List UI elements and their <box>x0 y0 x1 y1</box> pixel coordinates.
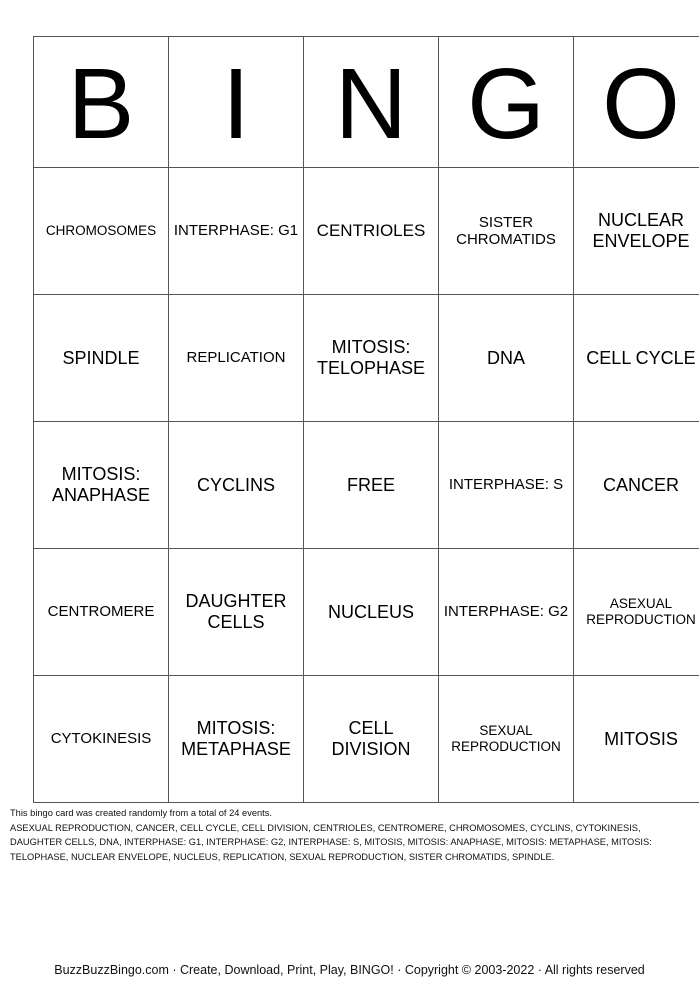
bingo-card <box>33 36 699 803</box>
bingo-cell: CENTRIOLES <box>304 168 439 295</box>
bingo-cell: CYTOKINESIS <box>34 676 169 803</box>
bingo-cell: NUCLEUS <box>304 549 439 676</box>
footer-copyright: BuzzBuzzBingo.com · Create, Download, Print, Play, BINGO! · Copyright © 2003-2022 · All rights reserved <box>54 963 645 977</box>
bingo-cell: NUCLEAR ENVELOPE <box>574 168 699 295</box>
bingo-cell: MITOSIS: ANAPHASE <box>34 422 169 549</box>
bingo-header-row <box>34 37 699 168</box>
bingo-cell: CYCLINS <box>169 422 304 549</box>
header-letter-o: O <box>574 37 699 168</box>
info-summary: This bingo card was created randomly from a total of 24 events. <box>10 808 272 818</box>
bingo-cell: SEXUAL REPRODUCTION <box>439 676 574 803</box>
bingo-cell: CELL CYCLE <box>574 295 699 422</box>
bingo-row <box>34 295 699 422</box>
bingo-row <box>34 549 699 676</box>
bingo-cell: ASEXUAL REPRODUCTION <box>574 549 699 676</box>
bingo-cell: CELL DIVISION <box>304 676 439 803</box>
bingo-cell: SISTER CHROMATIDS <box>439 168 574 295</box>
bingo-cell: CANCER <box>574 422 699 549</box>
header-letter-n: N <box>304 37 439 168</box>
bingo-cell: SPINDLE <box>34 295 169 422</box>
bingo-row <box>34 676 699 803</box>
bingo-cell: MITOSIS <box>574 676 699 803</box>
bingo-row <box>34 168 699 295</box>
events-list: ASEXUAL REPRODUCTION, CANCER, CELL CYCLE, CELL DIVISION, CENTRIOLES, CENTROMERE, CHROMOSOMES, CYCLINS, CYTOKINESIS, DAUGHTER CELLS, DNA, INTERPHASE: G1, INTERPHASE: G2, INTERPHASE: S, MITOSIS, MITOSIS: ANAPHASE, MITOSIS: METAPHASE, MITOSIS: TELOPHASE, NUCLEAR ENVELOPE, NUCLEUS, REPLICATION, SEXUAL REPRODUCTION, SISTER CHROMATIDS, SPINDLE. <box>10 822 652 862</box>
bingo-cell: DAUGHTER CELLS <box>169 549 304 676</box>
bingo-cell: CENTROMERE <box>34 549 169 676</box>
header-letter-b: B <box>34 37 169 168</box>
header-letter-g: G <box>439 37 574 168</box>
bingo-cell: CHROMOSOMES <box>34 168 169 295</box>
header-letter-i: I <box>169 37 304 168</box>
bingo-cell: INTERPHASE: S <box>439 422 574 549</box>
bingo-cell: MITOSIS: METAPHASE <box>169 676 304 803</box>
bingo-cell: INTERPHASE: G1 <box>169 168 304 295</box>
free-space-cell: FREE <box>304 422 439 549</box>
bingo-cell: REPLICATION <box>169 295 304 422</box>
bingo-cell: MITOSIS: TELOPHASE <box>304 295 439 422</box>
bingo-row <box>34 422 699 549</box>
bingo-cell: DNA <box>439 295 574 422</box>
bingo-cell: INTERPHASE: G2 <box>439 549 574 676</box>
card-info <box>10 806 670 864</box>
